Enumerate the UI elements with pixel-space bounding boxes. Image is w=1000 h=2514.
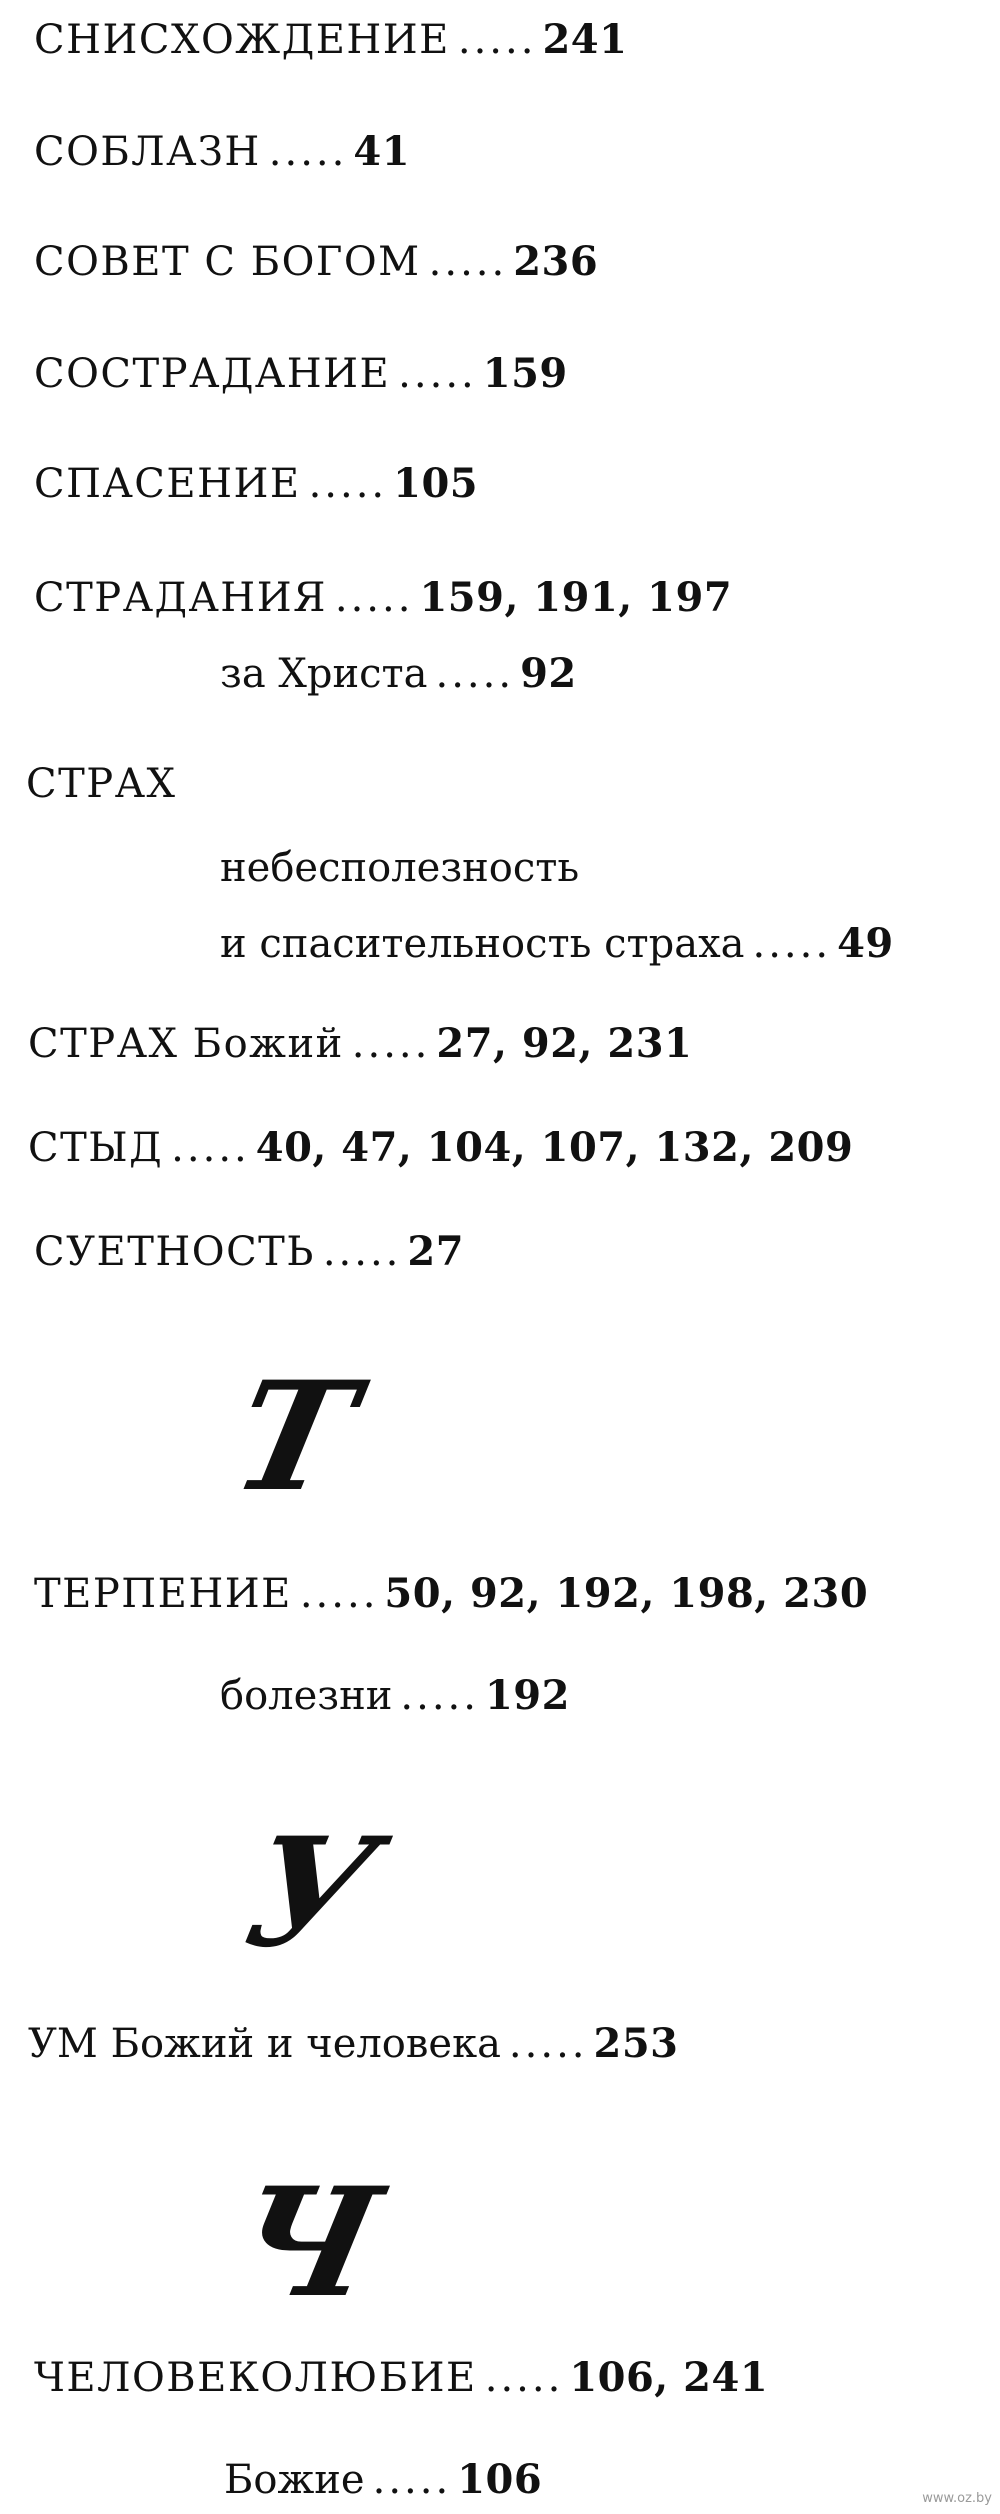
- entry-dots: .....: [322, 1229, 402, 1275]
- entry-pages: 236: [513, 238, 599, 285]
- index-subentry: [220, 1672, 570, 1719]
- entry-pages: 253: [593, 2020, 679, 2067]
- entry-term: и спасительность страха: [220, 921, 745, 967]
- entry-dots: .....: [428, 239, 508, 285]
- section-letter-ch: Ч: [219, 2155, 394, 2331]
- section-letter-u: У: [231, 1805, 391, 1981]
- entry-term: Божие: [224, 2457, 365, 2503]
- entry-pages: 159, 191, 197: [419, 574, 733, 621]
- entry-dots: .....: [508, 2021, 588, 2067]
- entry-dots: .....: [171, 1125, 250, 1171]
- entry-pages: 27: [407, 1228, 465, 1275]
- entry-dots: .....: [400, 1673, 479, 1719]
- entry-term: СУЕТНОСТЬ: [34, 1229, 315, 1275]
- entry-term: СТЫД: [28, 1125, 164, 1171]
- index-subentry: [220, 920, 894, 967]
- entry-term: СОБЛАЗН: [34, 129, 261, 175]
- index-subentry: [224, 2456, 543, 2503]
- entry-term: ТЕРПЕНИЕ: [34, 1571, 292, 1617]
- entry-pages: 159: [482, 350, 568, 397]
- entry-pages: 192: [484, 1672, 570, 1719]
- entry-pages: 105: [393, 460, 479, 507]
- entry-term: болезни: [220, 1673, 393, 1719]
- entry-term: СОВЕТ С БОГОМ: [34, 239, 421, 285]
- entry-pages: 40, 47, 104, 107, 132, 209: [255, 1124, 854, 1171]
- index-entry: [34, 1570, 869, 1617]
- entry-pages: 41: [353, 128, 411, 175]
- entry-term: небесполезность: [220, 845, 580, 891]
- index-entry: [26, 761, 177, 807]
- entry-pages: 106: [457, 2456, 543, 2503]
- entry-dots: .....: [351, 1021, 431, 1067]
- entry-term: СПАСЕНИЕ: [34, 461, 301, 507]
- index-entry: [34, 350, 568, 397]
- index-entry: [34, 1228, 465, 1275]
- entry-pages: 50, 92, 192, 198, 230: [384, 1570, 869, 1617]
- entry-term: СТРАДАНИЯ: [34, 575, 327, 621]
- entry-dots: .....: [299, 1571, 379, 1617]
- index-entry: [28, 1020, 693, 1067]
- index-subentry: [220, 845, 580, 891]
- entry-dots: .....: [435, 651, 515, 697]
- index-entry: [34, 128, 411, 175]
- index-entry: [34, 460, 479, 507]
- entry-dots: .....: [308, 461, 388, 507]
- index-entry: [34, 238, 599, 285]
- watermark: www.oz.by: [922, 2491, 992, 2506]
- entry-term: СТРАХ: [26, 761, 177, 807]
- entry-term: УМ Божий и человека: [28, 2021, 501, 2067]
- entry-pages: 92: [520, 650, 577, 697]
- entry-term: за Христа: [220, 651, 428, 697]
- entry-term: СТРАХ Божий: [28, 1021, 344, 1067]
- index-subentry: [220, 650, 577, 697]
- entry-dots: .....: [398, 351, 477, 397]
- entry-pages: 106, 241: [569, 2354, 769, 2401]
- index-entry: [34, 574, 733, 621]
- index-entry: [34, 2354, 769, 2401]
- entry-pages: 49: [837, 920, 894, 967]
- entry-dots: .....: [334, 575, 414, 621]
- entry-dots: .....: [457, 17, 537, 63]
- index-entry: [28, 2020, 679, 2067]
- entry-dots: .....: [372, 2457, 452, 2503]
- entry-pages: 241: [542, 16, 628, 63]
- entry-pages: 27, 92, 231: [436, 1020, 693, 1067]
- section-letter-t: Т: [219, 1349, 369, 1525]
- entry-term: СНИСХОЖДЕНИЕ: [34, 17, 450, 63]
- entry-dots: .....: [752, 921, 832, 967]
- entry-term: СОСТРАДАНИЕ: [34, 351, 391, 397]
- entry-term: ЧЕЛОВЕКОЛЮБИЕ: [34, 2355, 477, 2401]
- index-entry: [28, 1124, 854, 1171]
- index-entry: [34, 16, 628, 63]
- entry-dots: .....: [484, 2355, 564, 2401]
- entry-dots: .....: [268, 129, 348, 175]
